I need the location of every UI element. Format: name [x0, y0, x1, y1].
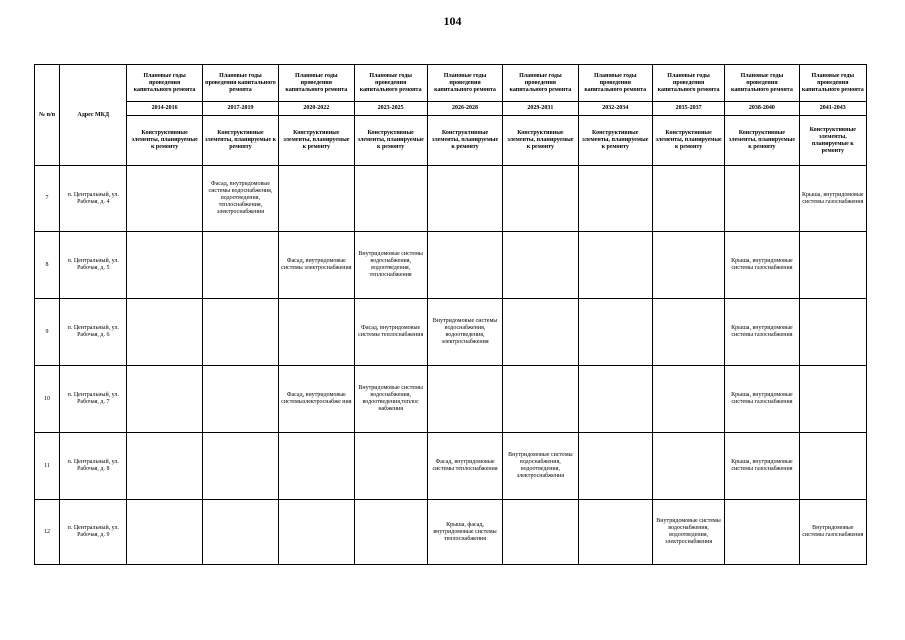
plan-cell [503, 366, 578, 433]
plan-cell [578, 299, 652, 366]
plan-cell [127, 232, 202, 299]
plan-cell [725, 500, 799, 565]
plan-cell [652, 232, 724, 299]
plan-cell [652, 366, 724, 433]
plan-cell: Крыша, внутридомовые системы газоснабжения [725, 299, 799, 366]
plan-cell [799, 366, 866, 433]
period-title: Плановые годы проведения капитального ремонта [427, 65, 502, 102]
plan-cell: Фасад, внутридомовые системы теплоснабжения [427, 433, 502, 500]
period-elements: Конструктивные элементы, планируемые к ремонту [354, 116, 427, 166]
plan-cell [652, 299, 724, 366]
period-years: 2020-2022 [279, 102, 354, 116]
plan-cell: Внутридомовые системы газоснабжения [799, 500, 866, 565]
num-header: № п/п [35, 65, 60, 166]
plan-cell [503, 299, 578, 366]
period-elements: Конструктивные элементы, планируемые к ремонту [202, 116, 278, 166]
period-title: Плановые годы проведения капитального ремонта [354, 65, 427, 102]
plan-cell [127, 433, 202, 500]
period-title: Плановые годы проведения капитального ремонта [127, 65, 202, 102]
period-years: 2017-2019 [202, 102, 278, 116]
period-elements: Конструктивные элементы, планируемые к ремонту [725, 116, 799, 166]
row-address: п. Центральный, ул. Рабочая, д. 5 [60, 232, 127, 299]
plan-cell: Фасад, внутридомовые системыэлектроснабже ния [279, 366, 354, 433]
plan-cell [799, 299, 866, 366]
address-header: Адрес МКД [60, 65, 127, 166]
period-elements: Конструктивные элементы, планируемые к ремонту [799, 116, 866, 166]
plan-cell: Фасад, внутридомовые системы водоснабжения, водоотведения, теплоснабжения, электроснабжения [202, 166, 278, 232]
row-number: 9 [35, 299, 60, 366]
plan-cell [503, 232, 578, 299]
plan-cell: Крыша, внутридомовые системы газоснабжения [725, 433, 799, 500]
plan-cell [354, 166, 427, 232]
period-title: Плановые годы проведения капитального ремонта [279, 65, 354, 102]
table-row [35, 500, 867, 565]
header-row-titles [35, 65, 867, 102]
plan-cell: Внутридомовые системы водоснабжения, водоотведения, электроснабжения [427, 299, 502, 366]
table-row [35, 299, 867, 366]
plan-cell [202, 299, 278, 366]
period-years: 2014-2016 [127, 102, 202, 116]
plan-cell [127, 500, 202, 565]
plan-cell: Внутридомовые системы водоснабжения, водоотведения,теплос набжения [354, 366, 427, 433]
plan-cell [427, 366, 502, 433]
plan-cell [354, 500, 427, 565]
table-row [35, 433, 867, 500]
period-elements: Конструктивные элементы, планируемые к ремонту [127, 116, 202, 166]
plan-cell [279, 299, 354, 366]
plan-cell: Внутридомовые системы водоснабжения, водоотведения, электроснабжения [652, 500, 724, 565]
period-years: 2029-2031 [503, 102, 578, 116]
row-address: п. Центральный, ул. Рабочая, д. 9 [60, 500, 127, 565]
header-row-years [35, 102, 867, 116]
plan-cell: Внутридомовые системы водоснабжения, водоотведения, теплоснабжения [354, 232, 427, 299]
plan-cell [202, 232, 278, 299]
period-title: Плановые годы проведения капитального ремонта [652, 65, 724, 102]
plan-cell: Фасад, внутридомовые системы теплоснабжения [354, 299, 427, 366]
plan-cell [652, 166, 724, 232]
plan-cell: Крыша, внутридомовые системы газоснабжения [725, 366, 799, 433]
plan-cell [725, 166, 799, 232]
page-number: 104 [443, 14, 462, 28]
period-years: 2038-2040 [725, 102, 799, 116]
row-number: 7 [35, 166, 60, 232]
plan-cell [279, 166, 354, 232]
plan-cell [799, 433, 866, 500]
plan-cell [578, 232, 652, 299]
plan-cell [578, 166, 652, 232]
period-title: Плановые годы проведения капитального ремонта [799, 65, 866, 102]
plan-cell [279, 433, 354, 500]
plan-cell: Фасад, внутридомовые системы электроснабжения [279, 232, 354, 299]
plan-cell [652, 433, 724, 500]
period-elements: Конструктивные элементы, планируемые к ремонту [503, 116, 578, 166]
plan-cell [503, 166, 578, 232]
plan-cell [127, 366, 202, 433]
plan-cell [127, 166, 202, 232]
row-number: 8 [35, 232, 60, 299]
plan-cell [799, 232, 866, 299]
plan-cell [279, 500, 354, 565]
plan-cell: Крыша, внутридомовые системы газоснабжения [725, 232, 799, 299]
period-elements: Конструктивные элементы, планируемые к ремонту [427, 116, 502, 166]
period-title: Плановые годы проведения капитального ремонта [578, 65, 652, 102]
period-elements: Конструктивные элементы, планируемые к ремонту [279, 116, 354, 166]
row-address: п. Центральный, ул. Рабочая, д. 4 [60, 166, 127, 232]
plan-cell [427, 166, 502, 232]
plan-cell [202, 433, 278, 500]
row-address: п. Центральный, ул. Рабочая, д. 6 [60, 299, 127, 366]
plan-cell [202, 366, 278, 433]
period-elements: Конструктивные элементы, планируемые к ремонту [578, 116, 652, 166]
plan-cell [578, 500, 652, 565]
plan-cell: Крыша, внутридомовые системы газоснабжения [799, 166, 866, 232]
period-years: 2032-2034 [578, 102, 652, 116]
period-title: Плановые годы проведения капитального ремонта [725, 65, 799, 102]
plan-cell [354, 433, 427, 500]
plan-cell [503, 500, 578, 565]
row-address: п. Центральный, ул. Рабочая, д. 8 [60, 433, 127, 500]
period-title: Плановые годы проведения капитального ремонта [503, 65, 578, 102]
row-number: 12 [35, 500, 60, 565]
plan-cell [578, 366, 652, 433]
period-years: 2035-2037 [652, 102, 724, 116]
plan-cell [578, 433, 652, 500]
period-years: 2041-2043 [799, 102, 866, 116]
plan-cell [127, 299, 202, 366]
plan-cell [427, 232, 502, 299]
table-row [35, 366, 867, 433]
plan-cell: Внутридомовые системы водоснабжения, водоотведения, электроснабжения [503, 433, 578, 500]
repair-plan-table [34, 64, 867, 565]
period-years: 2026-2028 [427, 102, 502, 116]
period-elements: Конструктивные элементы, планируемые к ремонту [652, 116, 724, 166]
row-number: 11 [35, 433, 60, 500]
period-title: Плановые годы проведения капитального ремонта [202, 65, 278, 102]
period-years: 2023-2025 [354, 102, 427, 116]
row-number: 10 [35, 366, 60, 433]
plan-cell: Крыша, фасад, внутридомовые системы теплоснабжения [427, 500, 502, 565]
row-address: п. Центральный, ул. Рабочая, д. 7 [60, 366, 127, 433]
header-row-elements [35, 116, 867, 166]
table-row [35, 232, 867, 299]
plan-cell [202, 500, 278, 565]
table-row [35, 166, 867, 232]
